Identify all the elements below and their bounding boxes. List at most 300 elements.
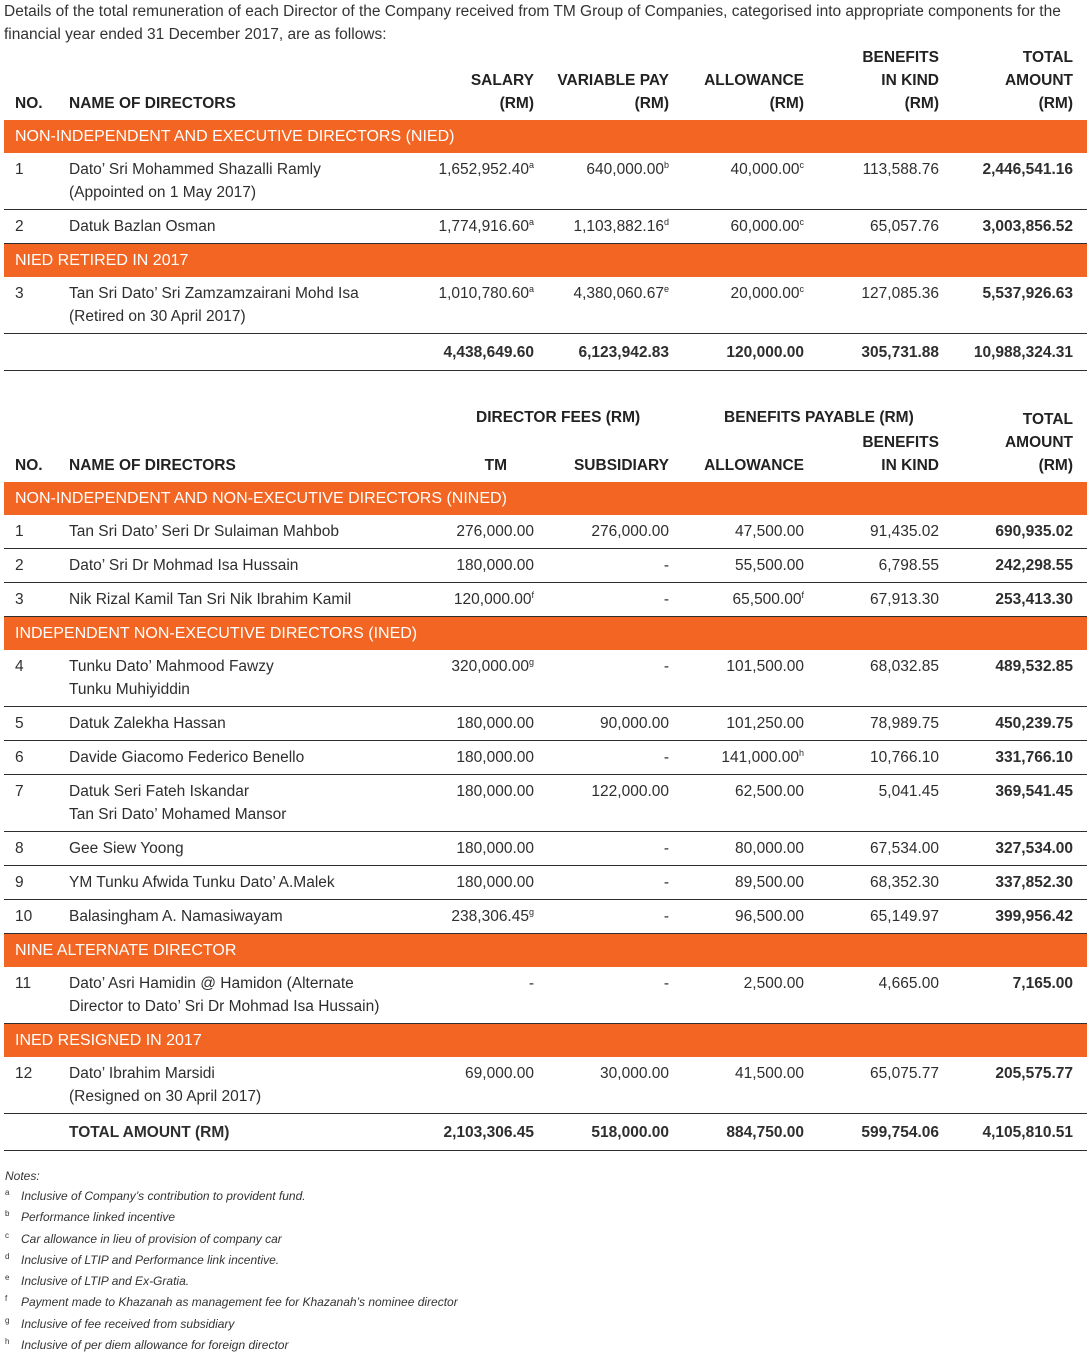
tm-fee-cell-footnote-mark: g	[528, 906, 534, 917]
header-total-l2: AMOUNT	[1004, 434, 1073, 451]
note-text: Payment made to Khazanah as management fee for Khazanah’s nominee director	[21, 1295, 458, 1310]
tm-fee-cell	[424, 583, 534, 617]
note-item	[5, 1271, 458, 1292]
total-amount-cell: 399,956.42	[939, 900, 1087, 934]
benefits-in-kind-cell	[804, 707, 939, 741]
total-amount-cell: 205,575.77	[939, 1057, 1087, 1114]
header-allowance	[669, 46, 804, 120]
table-row	[4, 210, 1087, 244]
tm-fee-cell	[424, 900, 534, 934]
subsidiary-fee-cell	[534, 549, 669, 583]
table-row	[4, 967, 1087, 1024]
variable-pay-cell-value: 640,000.00	[586, 161, 664, 178]
allowance-cell	[669, 832, 804, 866]
row-number: 9	[4, 866, 69, 900]
benefits-in-kind-cell	[804, 583, 939, 617]
subsidiary-fee-cell	[534, 741, 669, 775]
subsidiary-fee-cell-value: 276,000.00	[591, 523, 669, 540]
section-title: NON-INDEPENDENT AND EXECUTIVE DIRECTORS (NIED)	[4, 120, 1087, 153]
salary-cell	[424, 277, 534, 334]
allowance-cell-value: 60,000.00	[730, 218, 800, 235]
benefits-in-kind-cell-value: 4,665.00	[878, 975, 939, 992]
allowance-cell-value: 47,500.00	[735, 523, 804, 540]
tm-fee-cell-value: 180,000.00	[456, 840, 534, 857]
row-number: 3	[4, 277, 69, 334]
header-salary	[424, 46, 534, 120]
notes-title: Notes:	[5, 1169, 40, 1183]
subsidiary-fee-cell	[534, 650, 669, 707]
subsidiary-fee-cell-value: -	[663, 840, 669, 857]
row-number: 10	[4, 900, 69, 934]
total-sub: 518,000.00	[534, 1114, 669, 1151]
table-row	[4, 707, 1087, 741]
row-number: 1	[4, 153, 69, 210]
table-row	[4, 549, 1087, 583]
header-benefits-in-kind	[804, 46, 939, 120]
subsidiary-fee-cell-value: -	[663, 975, 669, 992]
allowance-cell-footnote-mark: c	[799, 283, 804, 294]
total-amount-cell: 690,935.02	[939, 515, 1087, 549]
row-number: 6	[4, 741, 69, 775]
table-row	[4, 650, 1087, 707]
total-amount-cell: 253,413.30	[939, 583, 1087, 617]
note-item	[5, 1186, 458, 1207]
salary-cell-footnote-mark: a	[528, 216, 534, 227]
subsidiary-fee-cell-value: -	[663, 557, 669, 574]
subsidiary-fee-cell-value: 90,000.00	[600, 715, 669, 732]
subsidiary-fee-cell-value: -	[663, 749, 669, 766]
salary-cell	[424, 210, 534, 244]
director-name	[69, 866, 424, 900]
note-text: Inclusive of LTIP and Performance link incentive.	[21, 1252, 280, 1267]
allowance-cell-value: 62,500.00	[735, 783, 804, 800]
allowance-cell	[669, 515, 804, 549]
tm-fee-cell-value: 120,000.00	[453, 591, 532, 608]
tm-fee-cell-value: 180,000.00	[456, 874, 534, 891]
header-bik-l2: IN KIND	[881, 72, 939, 89]
tm-fee-cell-value: 238,306.45	[451, 908, 529, 925]
tm-fee-cell-value: 69,000.00	[465, 1065, 534, 1082]
header-no: NO.	[15, 457, 43, 474]
allowance-cell	[669, 866, 804, 900]
benefits-in-kind-cell	[804, 775, 939, 832]
salary-cell	[424, 153, 534, 210]
director-name	[69, 515, 424, 549]
note-text: Inclusive of Company’s contribution to provident fund.	[21, 1189, 306, 1203]
subsidiary-fee-cell	[534, 707, 669, 741]
total-amount-cell: 450,239.75	[939, 707, 1087, 741]
salary-cell-footnote-mark: a	[528, 159, 534, 170]
row-number: 5	[4, 707, 69, 741]
benefits-in-kind-cell	[804, 210, 939, 244]
subsidiary-fee-cell	[534, 900, 669, 934]
header-allowance-l1: ALLOWANCE	[704, 72, 804, 89]
director-name-line1: Tunku Dato’ Mahmood Fawzy	[69, 658, 274, 675]
benefits-in-kind-cell-value: 127,085.36	[861, 285, 939, 302]
director-name	[69, 967, 424, 1024]
allowance-cell	[669, 583, 804, 617]
director-name-line2: Tan Sri Dato’ Mohamed Mansor	[69, 806, 287, 823]
table2-header	[4, 408, 1087, 482]
allowance-cell	[669, 650, 804, 707]
director-name-line2: (Appointed on 1 May 2017)	[69, 184, 256, 201]
remuneration-table-non-executive	[4, 408, 1087, 1151]
subsidiary-fee-cell	[534, 515, 669, 549]
variable-pay-cell-footnote-mark: e	[663, 283, 669, 294]
total-amount-cell: 337,852.30	[939, 866, 1087, 900]
total-grand: 4,105,810.51	[939, 1114, 1087, 1151]
variable-pay-cell-value: 4,380,060.67	[573, 285, 664, 302]
benefits-in-kind-cell-value: 65,149.97	[870, 908, 939, 925]
tm-fee-cell	[424, 1057, 534, 1114]
variable-pay-cell-value: 1,103,882.16	[573, 218, 664, 235]
tm-fee-cell	[424, 515, 534, 549]
table-row	[4, 775, 1087, 832]
allowance-cell-footnote-mark: c	[799, 216, 804, 227]
benefits-in-kind-cell	[804, 153, 939, 210]
director-name	[69, 775, 424, 832]
tm-fee-cell	[424, 866, 534, 900]
director-name	[69, 900, 424, 934]
section-header	[4, 482, 1087, 515]
allowance-cell	[669, 967, 804, 1024]
total-amount-cell: 5,537,926.63	[939, 277, 1087, 334]
variable-pay-cell-footnote-mark: b	[663, 159, 669, 170]
remuneration-table-executive	[4, 46, 1087, 371]
benefits-in-kind-cell	[804, 515, 939, 549]
note-mark: g	[5, 1315, 10, 1325]
note-mark: a	[5, 1188, 10, 1197]
note-text: Performance linked incentive	[21, 1210, 176, 1225]
note-item	[5, 1335, 458, 1356]
subsidiary-fee-cell	[534, 832, 669, 866]
benefits-in-kind-cell-value: 10,766.10	[870, 749, 939, 766]
note-text: Inclusive of fee received from subsidiary	[21, 1316, 235, 1331]
section-title: NON-INDEPENDENT AND NON-EXECUTIVE DIRECTORS (NINED)	[4, 482, 1087, 515]
header-total-l3: (RM)	[1038, 95, 1073, 112]
note-item	[5, 1250, 458, 1271]
allowance-cell-value: 96,500.00	[735, 908, 804, 925]
subsidiary-fee-cell-value: 30,000.00	[600, 1065, 669, 1082]
director-name-line1: Datuk Seri Fateh Iskandar	[69, 783, 250, 800]
benefits-in-kind-cell	[804, 741, 939, 775]
header-group-benefits-payable: BENEFITS PAYABLE (RM)	[724, 409, 914, 426]
benefits-in-kind-cell	[804, 900, 939, 934]
subsidiary-fee-cell	[534, 1057, 669, 1114]
variable-pay-cell	[534, 277, 669, 334]
director-name	[69, 1057, 424, 1114]
allowance-cell-value: 40,000.00	[730, 161, 800, 178]
row-number: 12	[4, 1057, 69, 1114]
tm-fee-cell-footnote-mark: g	[528, 656, 534, 667]
subsidiary-fee-cell	[534, 775, 669, 832]
section-header	[4, 934, 1087, 968]
director-name-line1: Balasingham A. Namasiwayam	[69, 908, 283, 925]
table1-header	[4, 46, 1087, 120]
note-text: Inclusive of LTIP and Ex-Gratia.	[21, 1274, 190, 1289]
note-item	[5, 1292, 458, 1313]
benefits-in-kind-cell-value: 68,032.85	[870, 658, 939, 675]
subsidiary-fee-cell	[534, 583, 669, 617]
total-allowance: 884,750.00	[669, 1114, 804, 1151]
section-title: INDEPENDENT NON-EXECUTIVE DIRECTORS (INED)	[4, 617, 1087, 651]
tm-fee-cell	[424, 549, 534, 583]
note-text: Inclusive of per diem allowance for foreign director	[21, 1338, 289, 1353]
allowance-cell	[669, 277, 804, 334]
allowance-cell-value: 80,000.00	[735, 840, 804, 857]
allowance-cell-value: 101,500.00	[726, 658, 804, 675]
benefits-in-kind-cell	[804, 866, 939, 900]
director-name	[69, 832, 424, 866]
tm-fee-cell	[424, 707, 534, 741]
director-name-line1: Dato’ Sri Dr Mohmad Isa Hussain	[69, 557, 299, 574]
director-name-line1: Dato’ Sri Mohammed Shazalli Ramly	[69, 161, 321, 178]
total-tm: 2,103,306.45	[424, 1114, 534, 1151]
header-total-l3: (RM)	[1038, 457, 1073, 474]
allowance-cell	[669, 707, 804, 741]
tm-fee-cell	[424, 741, 534, 775]
director-name	[69, 583, 424, 617]
director-name-line2: Director to Dato’ Sri Dr Mohmad Isa Hussain)	[69, 998, 380, 1015]
director-name-line1: Dato’ Ibrahim Marsidi	[69, 1065, 215, 1082]
totals-blank	[4, 334, 69, 371]
total-amount-cell: 327,534.00	[939, 832, 1087, 866]
subsidiary-fee-cell-value: 122,000.00	[591, 783, 669, 800]
salary-cell-footnote-mark: a	[528, 283, 534, 294]
benefits-in-kind-cell	[804, 650, 939, 707]
allowance-cell-value: 141,000.00	[721, 749, 799, 766]
subsidiary-fee-cell-value: -	[663, 908, 669, 925]
benefits-in-kind-cell-value: 67,913.30	[870, 591, 939, 608]
salary-cell-value: 1,652,952.40	[438, 161, 529, 178]
subsidiary-fee-cell-value: -	[663, 658, 669, 675]
tm-fee-cell	[424, 775, 534, 832]
header-variable-l2: (RM)	[634, 95, 669, 112]
header-name: NAME OF DIRECTORS	[69, 95, 236, 112]
table-row	[4, 515, 1087, 549]
tm-fee-cell-value: 180,000.00	[456, 783, 534, 800]
benefits-in-kind-cell-value: 65,057.76	[870, 218, 939, 235]
total-amount-cell: 369,541.45	[939, 775, 1087, 832]
tm-fee-cell	[424, 967, 534, 1024]
benefits-in-kind-cell-value: 5,041.45	[878, 783, 939, 800]
subsidiary-fee-cell-value: -	[663, 591, 669, 608]
row-number: 4	[4, 650, 69, 707]
section-title: INED RESIGNED IN 2017	[4, 1024, 1087, 1058]
total-amount-cell: 331,766.10	[939, 741, 1087, 775]
salary-cell-value: 1,774,916.60	[438, 218, 529, 235]
section-header	[4, 244, 1087, 278]
director-name	[69, 707, 424, 741]
benefits-in-kind-cell	[804, 1057, 939, 1114]
totals-row	[4, 334, 1087, 371]
director-name	[69, 650, 424, 707]
benefits-in-kind-cell	[804, 277, 939, 334]
header-group-director-fees: DIRECTOR FEES (RM)	[476, 409, 641, 426]
header-salary-l1: SALARY	[470, 72, 534, 89]
table-row	[4, 832, 1087, 866]
tm-fee-cell-value: 320,000.00	[451, 658, 529, 675]
header-allowance-l2: (RM)	[769, 95, 804, 112]
section-title: NIED RETIRED IN 2017	[4, 244, 1087, 278]
benefits-in-kind-cell	[804, 549, 939, 583]
totals-label: TOTAL AMOUNT (RM)	[69, 1114, 424, 1151]
table-row	[4, 1057, 1087, 1114]
director-name-line1: Tan Sri Dato’ Sri Zamzamzairani Mohd Isa	[69, 285, 359, 302]
director-name-line1: Nik Rizal Kamil Tan Sri Nik Ibrahim Kamil	[69, 591, 352, 608]
note-text: Car allowance in lieu of provision of company car	[21, 1231, 282, 1246]
director-name-line2: Tunku Muhiyiddin	[69, 681, 190, 698]
allowance-cell	[669, 741, 804, 775]
header-bik-l1: BENEFITS	[862, 434, 939, 451]
director-name-line2: (Retired on 30 April 2017)	[69, 308, 246, 325]
benefits-in-kind-cell-value: 78,989.75	[870, 715, 939, 732]
director-name	[69, 741, 424, 775]
director-name-line1: Gee Siew Yoong	[69, 840, 184, 857]
totals-blank	[4, 1114, 69, 1151]
table-row	[4, 741, 1087, 775]
director-name	[69, 549, 424, 583]
total-amount-cell: 2,446,541.16	[939, 153, 1087, 210]
allowance-cell-footnote-mark: f	[801, 589, 804, 600]
benefits-in-kind-cell	[804, 832, 939, 866]
totals-label	[69, 334, 424, 371]
allowance-cell-value: 89,500.00	[735, 874, 804, 891]
total-amount-cell: 489,532.85	[939, 650, 1087, 707]
header-total-l1: TOTAL	[1022, 411, 1073, 428]
table-row	[4, 153, 1087, 210]
director-name-line2: (Resigned on 30 April 2017)	[69, 1088, 262, 1105]
note-mark: b	[5, 1209, 10, 1219]
total-variable: 6,123,942.83	[534, 334, 669, 371]
allowance-cell-value: 2,500.00	[743, 975, 804, 992]
table-row	[4, 866, 1087, 900]
allowance-cell	[669, 900, 804, 934]
allowance-cell	[669, 1057, 804, 1114]
note-item	[5, 1314, 458, 1335]
salary-cell-value: 1,010,780.60	[438, 285, 529, 302]
header-bik-l3: (RM)	[904, 95, 939, 112]
header-tm-label: TM	[484, 457, 507, 474]
total-salary: 4,438,649.60	[424, 334, 534, 371]
tm-fee-cell	[424, 832, 534, 866]
row-number: 11	[4, 967, 69, 1024]
header-subsidiary: SUBSIDIARY	[573, 457, 669, 474]
director-name-line1: YM Tunku Afwida Tunku Dato’ A.Malek	[69, 874, 335, 891]
header-bik-l2: IN KIND	[881, 457, 939, 474]
note-mark: c	[5, 1230, 9, 1240]
director-name-line1: Datuk Zalekha Hassan	[69, 715, 226, 732]
total-amount-cell: 3,003,856.52	[939, 210, 1087, 244]
director-name-line1: Davide Giacomo Federico Benello	[69, 749, 305, 766]
allowance-cell	[669, 210, 804, 244]
header-no: NO.	[15, 95, 43, 112]
tm-fee-cell	[424, 650, 534, 707]
variable-pay-cell	[534, 153, 669, 210]
director-name	[69, 210, 424, 244]
header-name: NAME OF DIRECTORS	[69, 457, 236, 474]
benefits-in-kind-cell-value: 65,075.77	[870, 1065, 939, 1082]
allowance-cell-footnote-mark: h	[798, 747, 804, 758]
benefits-in-kind-cell-value: 91,435.02	[870, 523, 939, 540]
totals-row	[4, 1114, 1087, 1151]
header-bik-l1: BENEFITS	[862, 49, 939, 66]
allowance-cell-value: 65,500.00	[732, 591, 802, 608]
allowance-cell	[669, 775, 804, 832]
table-row	[4, 583, 1087, 617]
allowance-cell	[669, 549, 804, 583]
header-variable-pay	[534, 46, 669, 120]
notes	[5, 1166, 458, 1356]
subsidiary-fee-cell-value: -	[663, 874, 669, 891]
total-grand: 10,988,324.31	[939, 334, 1087, 371]
allowance-cell-value: 55,500.00	[735, 557, 804, 574]
row-number: 2	[4, 210, 69, 244]
benefits-in-kind-cell-value: 113,588.76	[862, 161, 939, 178]
allowance-cell-value: 101,250.00	[726, 715, 804, 732]
variable-pay-cell	[534, 210, 669, 244]
header-allowance-label: ALLOWANCE	[704, 457, 804, 474]
header-total-l2: AMOUNT	[1004, 72, 1073, 89]
total-bik: 599,754.06	[804, 1114, 939, 1151]
benefits-in-kind-cell	[804, 967, 939, 1024]
tm-fee-cell-value: 276,000.00	[456, 523, 534, 540]
section-title: NINE ALTERNATE DIRECTOR	[4, 934, 1087, 968]
note-mark: e	[5, 1273, 10, 1283]
subsidiary-fee-cell	[534, 866, 669, 900]
section-header	[4, 617, 1087, 651]
director-name	[69, 153, 424, 210]
note-mark: f	[5, 1294, 8, 1304]
total-amount-cell: 242,298.55	[939, 549, 1087, 583]
total-bik: 305,731.88	[804, 334, 939, 371]
benefits-in-kind-cell-value: 6,798.55	[878, 557, 939, 574]
note-item	[5, 1207, 458, 1228]
row-number: 1	[4, 515, 69, 549]
variable-pay-cell-footnote-mark: d	[663, 216, 669, 227]
total-allowance: 120,000.00	[669, 334, 804, 371]
header-salary-l2: (RM)	[499, 95, 534, 112]
tm-fee-cell-value: -	[528, 975, 534, 992]
director-name-line1: Tan Sri Dato’ Seri Dr Sulaiman Mahbob	[69, 523, 339, 540]
note-mark: h	[5, 1337, 10, 1347]
note-mark: d	[5, 1251, 10, 1261]
tm-fee-cell-value: 180,000.00	[456, 749, 534, 766]
allowance-cell	[669, 153, 804, 210]
row-number: 8	[4, 832, 69, 866]
allowance-cell-value: 20,000.00	[730, 285, 800, 302]
subsidiary-fee-cell	[534, 967, 669, 1024]
tm-fee-cell-value: 180,000.00	[456, 715, 534, 732]
section-header	[4, 1024, 1087, 1058]
header-total-amount	[939, 46, 1087, 120]
benefits-in-kind-cell-value: 67,534.00	[870, 840, 939, 857]
allowance-cell-footnote-mark: c	[799, 159, 804, 170]
director-name-line1: Datuk Bazlan Osman	[69, 218, 216, 235]
total-amount-cell: 7,165.00	[939, 967, 1087, 1024]
tm-fee-cell-footnote-mark: f	[531, 589, 534, 600]
header-total-l1: TOTAL	[1022, 49, 1073, 66]
table-row	[4, 900, 1087, 934]
allowance-cell-value: 41,500.00	[735, 1065, 804, 1082]
header-variable-l1: VARIABLE PAY	[557, 72, 669, 89]
director-name-line1: Dato’ Asri Hamidin @ Hamidon (Alternate	[69, 975, 354, 992]
header-total-amount	[939, 408, 1087, 482]
row-number: 2	[4, 549, 69, 583]
benefits-in-kind-cell-value: 68,352.30	[870, 874, 939, 891]
table-row	[4, 277, 1087, 334]
row-number: 3	[4, 583, 69, 617]
